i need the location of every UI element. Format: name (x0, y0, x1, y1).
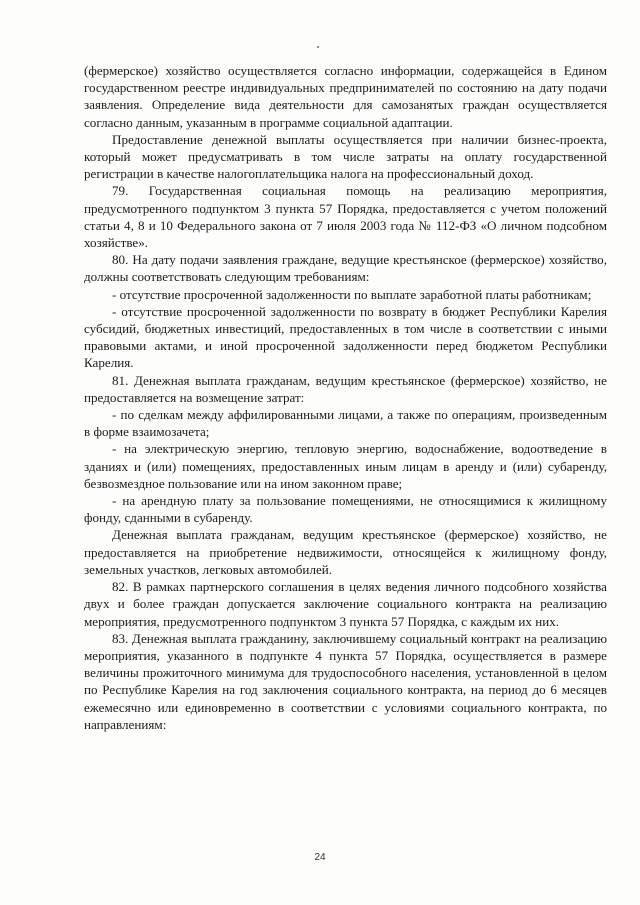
paragraph: Предоставление денежной выплаты осуществляется при наличии бизнес-проекта, который может предусматривать в том числе затраты на оплату государственной регистрации в качестве налогоплательщика налога на профессиональный доход. (84, 131, 607, 182)
paragraph-80: 80. На дату подачи заявления граждане, ведущие крестьянское (фермерское) хозяйство, должны соответствовать следующим требованиям: (84, 252, 607, 285)
paragraph: (фермерское) хозяйство осуществляется согласно информации, содержащейся в Едином государственном реестре индивидуальных предпринимателей по состоянию на дату подачи заявления. Определение вида деятельности для самозанятых граждан осуществляется согласно данным, указанным в программе социальной адаптации. (84, 63, 607, 130)
list-item: - на электрическую энергию, тепловую энергию, водоснабжение, водоотведение в зданиях и (или) помещениях, предоставленных иным лицам в аренду и (или) субаренду, безвозмездное пользование или на ином законном праве; (84, 441, 607, 491)
list-item: - по сделкам между аффилированными лицами, а также по операциям, произведенным в форме взаимозачета; (84, 407, 607, 440)
paragraph: Денежная выплата гражданам, ведущим крестьянское (фермерское) хозяйство, не предоставляется на приобретение недвижимости, относящейся к жилищному фонду, земельных участков, легковых автомобилей. (84, 527, 607, 577)
paragraph-79: 79. Государственная социальная помощь на реализацию мероприятия, предусмотренного подпунктом 3 пункта 57 Порядка, предоставляется с учетом положений статьи 4, 8 и 10 Федерального закона от 7 июля 2003 года № 112-ФЗ «О личном подсобном хозяйстве». (84, 183, 607, 251)
document-body (84, 62, 607, 733)
list-item: - отсутствие просроченной задолженности по возврату в бюджет Республики Карелия субсидий, бюджетных инвестиций, предоставленных в том числе в соответствии с иными правовыми актами, и иной просроченной задолженности перед бюджетом Республики Карелия. (84, 303, 607, 371)
paragraph-81: 81. Денежная выплата гражданам, ведущим крестьянское (фермерское) хозяйство, не предоставляется на возмещение затрат: (84, 372, 607, 405)
paragraph-82: 82. В рамках партнерского соглашения в целях ведения личного подсобного хозяйства двух и более граждан допускается заключение социального контракта на реализацию мероприятия, предусмотренного подпунктом 3 пункта 57 Порядка, с каждым их них. (84, 579, 607, 629)
scan-mark (317, 46, 319, 48)
paragraph-83: 83. Денежная выплата гражданину, заключившему социальный контракт на реализацию мероприятия, указанного в подпункте 4 пункта 57 Порядка, осуществляется в размере величины прожиточного минимума для трудоспособного населения, установленной в целом по Республике Карелия на год заключения социального контракта, на период до 6 месяцев ежемесячно или единовременно в соответствии с условиями социального контракта, по направлениям: (84, 630, 607, 732)
list-item: - на арендную плату за пользование помещениями, не относящимися к жилищному фонду, сданными в субаренду. (84, 493, 607, 526)
list-item: - отсутствие просроченной задолженности по выплате заработной платы работникам; (112, 286, 592, 302)
page-number: 24 (314, 852, 326, 863)
